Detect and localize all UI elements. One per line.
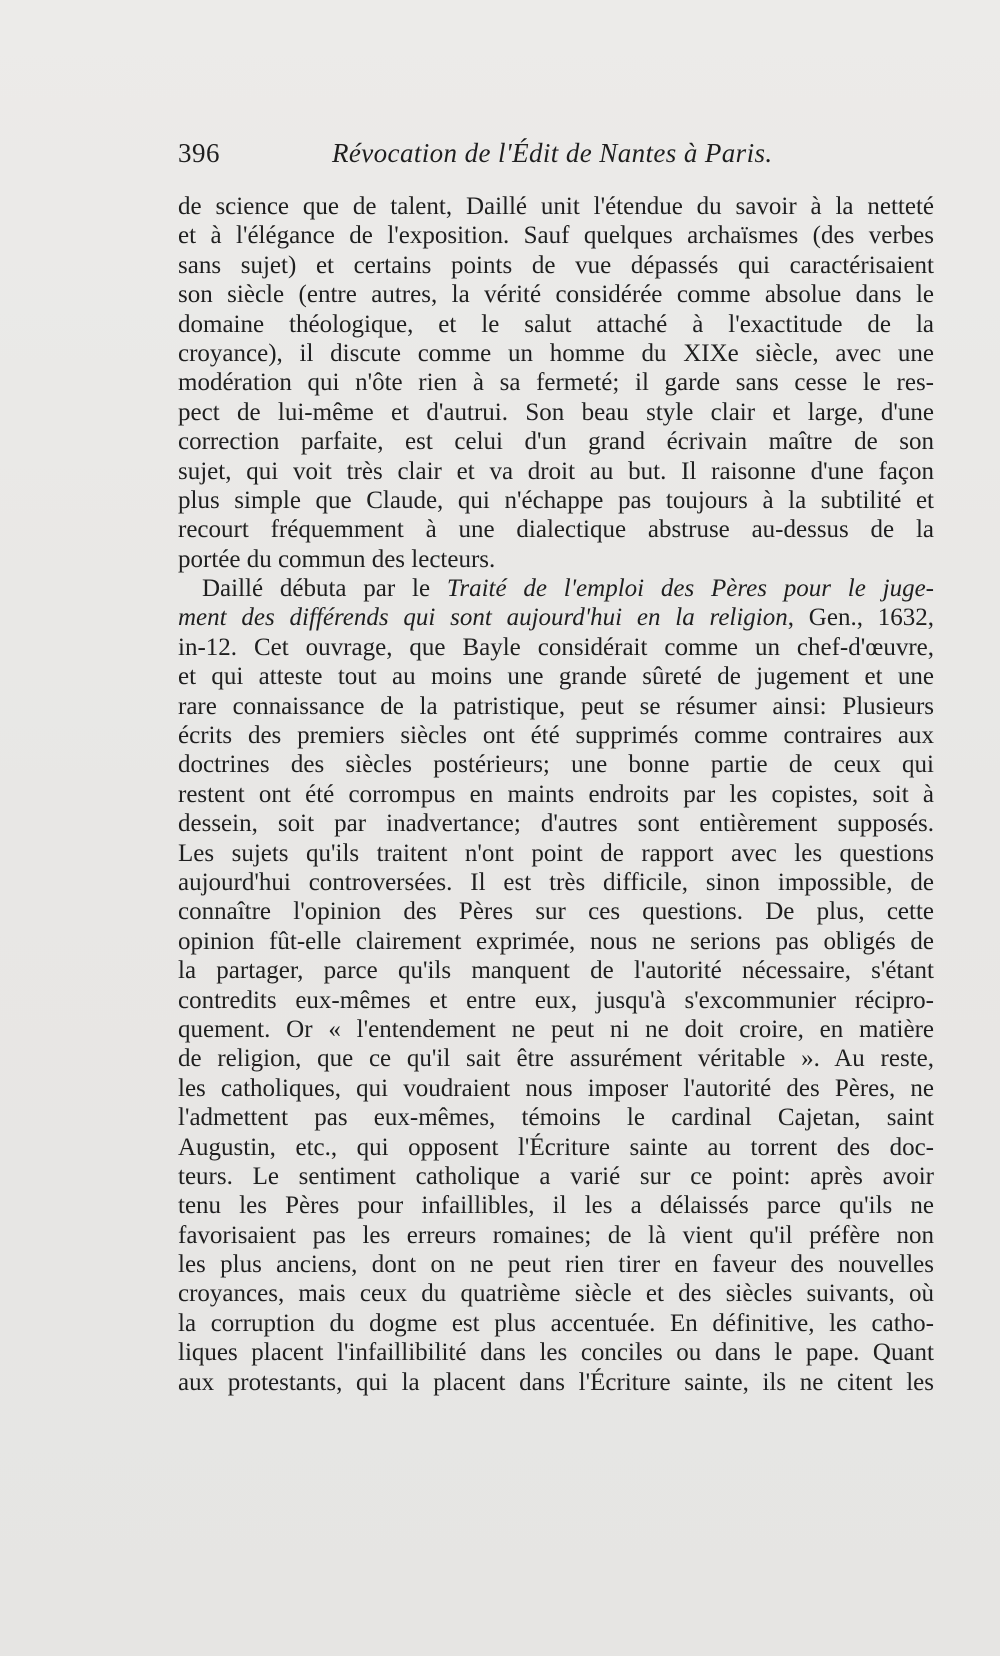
text-line: croyance), il discute comme un homme du XIXe siècle, avec une <box>178 339 934 367</box>
book-title: ment des différends qui sont aujourd'hui en la religion <box>178 604 788 632</box>
text-line: in-12. Cet ouvrage, que Bayle considérait comme un chef-d'œuvre, <box>178 633 934 661</box>
text-line: sans sujet) et certains points de vue dépassés qui caractérisaient <box>178 251 934 279</box>
text-run: , Gen., 1632, <box>787 604 935 632</box>
text-line: aux protestants, qui la placent dans l'Écriture sainte, ils ne citent les <box>178 1368 934 1396</box>
text-line: aujourd'hui controversées. Il est très difficile, sinon impossible, de <box>178 868 934 896</box>
text-line: contredits eux-mêmes et entre eux, jusqu'à s'excommunier récipro- <box>178 986 934 1014</box>
text-line: écrits des premiers siècles ont été supprimés comme contraires aux <box>178 722 934 750</box>
text-line: les catholiques, qui voudraient nous imposer l'autorité des Pères, ne <box>178 1074 934 1102</box>
text-line: et à l'élégance de l'exposition. Sauf quelques archaïsmes (des verbes <box>178 222 934 250</box>
text-line: quement. Or « l'entendement ne peut ni ne doit croire, en matière <box>178 1015 934 1043</box>
text-line: croyances, mais ceux du quatrième siècle et des siècles suivants, où <box>178 1280 934 1308</box>
body-text <box>178 192 934 1397</box>
text-line: l'admettent pas eux-mêmes, témoins le cardinal Cajetan, saint <box>178 1104 934 1132</box>
text-line: modération qui n'ôte rien à sa fermeté; il garde sans cesse le res- <box>178 369 934 397</box>
running-head: Révocation de l'Édit de Nantes à Paris. <box>332 138 773 168</box>
text-line: sujet, qui voit très clair et va droit au but. Il raisonne d'une façon <box>178 457 934 485</box>
text-line: domaine théologique, et le salut attaché à l'exactitude de la <box>178 310 934 338</box>
text-line: la partager, parce qu'ils manquent de l'autorité nécessaire, s'étant <box>178 957 934 985</box>
text-line: teurs. Le sentiment catholique a varié sur ce point: après avoir <box>178 1162 934 1190</box>
page-number: 396 <box>178 138 220 168</box>
text-line: Les sujets qu'ils traitent n'ont point de rapport avec les questions <box>178 839 934 867</box>
text-line: connaître l'opinion des Pères sur ces questions. De plus, cette <box>178 898 934 926</box>
text-line: les plus anciens, dont on ne peut rien tirer en faveur des nouvelles <box>178 1251 934 1279</box>
text-line <box>178 574 934 603</box>
text-line: de science que de talent, Daillé unit l'étendue du savoir à la netteté <box>178 193 934 220</box>
text-line: pect de lui-même et d'autrui. Son beau style clair et large, d'une <box>178 398 934 426</box>
text-line <box>178 603 934 632</box>
text-line: portée du commun des lecteurs. <box>178 545 496 573</box>
text-line: liques placent l'infaillibilité dans les conciles ou dans le pape. Quant <box>178 1339 934 1367</box>
text-line: doctrines des siècles postérieurs; une bonne partie de ceux qui <box>178 751 934 779</box>
paragraph-2 <box>178 574 934 1397</box>
text-line: favorisaient pas les erreurs romaines; de là vient qu'il préfère non <box>178 1221 934 1249</box>
text-line: de religion, que ce qu'il sait être assurément véritable ». Au reste, <box>178 1045 934 1073</box>
text-line: recourt fréquemment à une dialectique abstruse au-dessus de la <box>178 516 934 544</box>
text-line: tenu les Pères pour infaillibles, il les a délaissés parce qu'ils ne <box>178 1192 934 1220</box>
text-line: son siècle (entre autres, la vérité considérée comme absolue dans le <box>178 281 934 309</box>
text-line: opinion fût-elle clairement exprimée, nous ne serions pas obligés de <box>178 927 934 955</box>
text-line: la corruption du dogme est plus accentuée. En définitive, les catho- <box>178 1309 934 1337</box>
book-title: Traité de l'emploi des Pères pour le juge- <box>446 575 934 603</box>
text-line: dessein, soit par inadvertance; d'autres sont entièrement supposés. <box>178 810 934 838</box>
paragraph-1 <box>178 192 934 574</box>
text-line: Augustin, etc., qui opposent l'Écriture sainte au torrent des doc- <box>178 1133 934 1161</box>
text-line: correction parfaite, est celui d'un grand écrivain maître de son <box>178 428 934 456</box>
text-run: Daillé débuta par le <box>202 575 447 603</box>
text-line: plus simple que Claude, qui n'échappe pas toujours à la subtilité et <box>178 486 934 514</box>
text-line: rare connaissance de la patristique, peut se résumer ainsi: Plusieurs <box>178 692 934 720</box>
page-header <box>178 138 820 182</box>
text-line: et qui atteste tout au moins une grande sûreté de jugement et une <box>178 663 934 691</box>
text-line: restent ont été corrompus en maints endroits par les copistes, soit à <box>178 780 934 808</box>
